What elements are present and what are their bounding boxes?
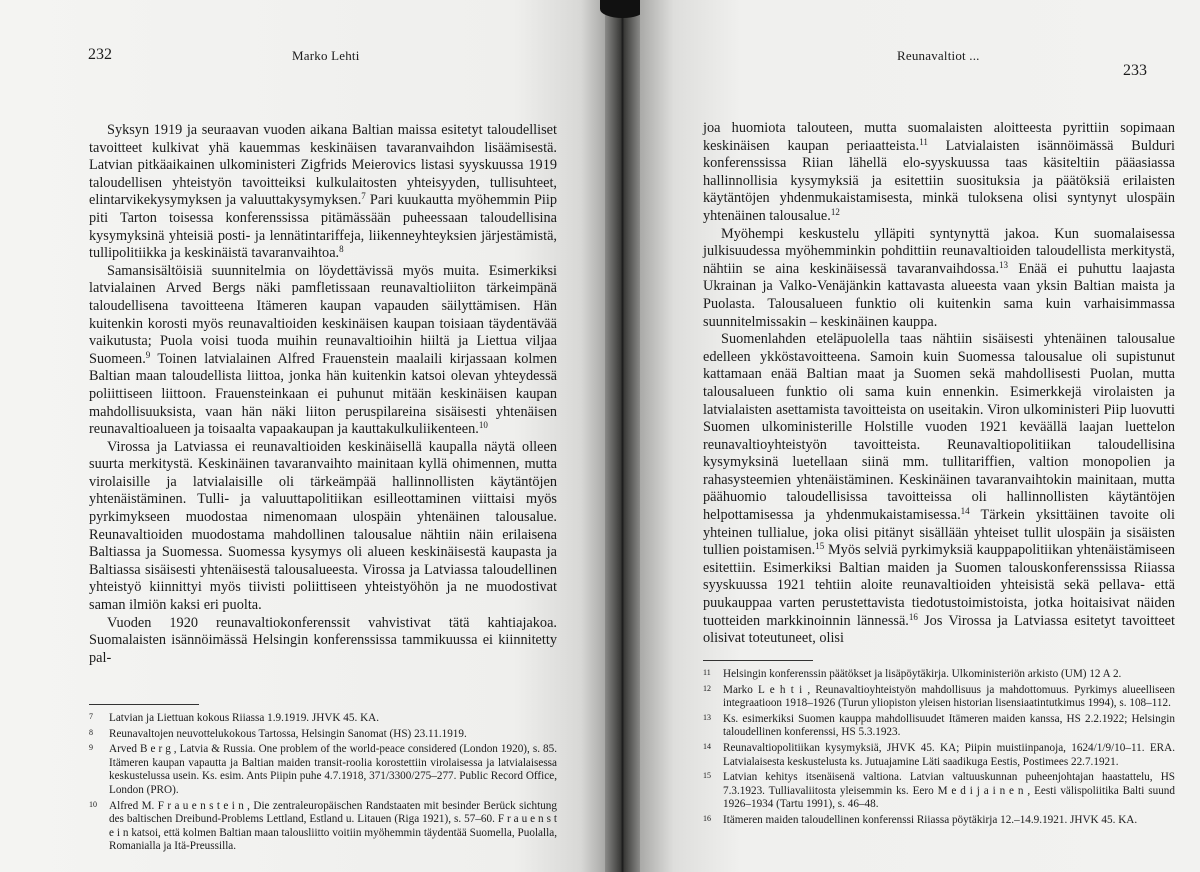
running-head: Reunavaltiot ... (897, 48, 980, 63)
right-page (640, 0, 1200, 872)
footnote: 9 Arved B e r g , Latvia & Russia. One problem of the world-peace considered (London 1920), s. 85. Itämeren kaupan vapautta ja Baltian maiden transit-roolia korostettiin virolaisessa ja latvialaisessa keskustelussa usein. Ks. esim. Ants Piipin puhe 4.7.1918, 371/3300/275–277. Public Record Office, London (PRO). (89, 743, 557, 796)
footnotes (89, 712, 557, 856)
paragraph: Virossa ja Latviassa ei reunavaltioiden keskinäisellä kaupalla näytä olleen suurta merkitystä. Keskinäinen tavaranvaihto mainitaan kyllä ohimennen, mutta virolaisille ja latvialaisille oli tärkeämpää hallinnollisten käytäntöjen yhtenäistäminen. Tulli- ja valuuttapolitiikan esilleottaminen viittaisi myös pyrkimykseen muodostaa nimenomaan ulospäin yhtenäinen talousalue. Reunavaltioiden muodostama mahdollinen talousalue nähtiin näin erilaisena Baltiassa ja Suomessa. Suomessa kysymys oli alueen keskinäisestä kaupasta ja Baltiassa sisäisesti yhtenäisestä talousalueesta. Virossa ja Latviassa taloudellinen yhteistyö kiinnittyi myös tiivisti poliittiseen yhteistyöhön ja ne muodostivat saman ilmiön kaksi eri puolta. (89, 438, 557, 614)
footnote: 8 Reunavaltojen neuvottelukokous Tartossa, Helsingin Sanomat (HS) 23.11.1919. (89, 727, 467, 740)
footnote-ref: 16 (908, 611, 918, 622)
footnote: 14 Reunavaltiopolitiikan kysymyksiä, JHVK 45. KA; Piipin muistiinpanoja, 1624/1/9/10–11. ERA. Latvialaisesta keskustelusta ks. Jutuajamine Läti saadikuga Eestis, Postimees 22.7.1921. (703, 741, 1175, 768)
footnote: 11 Helsingin konferenssin päätökset ja lisäpöytäkirja. Ulkoministeriön arkisto (UM) 12 A 2. (703, 668, 1122, 680)
footnote: 15 Latvian kehitys itsenäisenä valtiona. Latvian valtuuskunnan puheenjohtajan haastattelu, HS 7.3.1923. Tulliavaliitosta yleisemmin ks. Eero M e d i j a i n e n , Eesti välispoliitika Balti suund 1926–1934 (Tartu 1991), s. 46–48. (703, 771, 1175, 811)
body-text (89, 122, 557, 667)
footnote-ref: 10 (478, 420, 488, 431)
paragraph: Syksyn 1919 ja seuraavan vuoden aikana Baltian maissa esitetyt taloudelliset tavoitteet kulkivat yhä kauemmas keskinäisen tavaranvaihdon lisäämisestä. Latvian pitkäaikainen ulkoministeri Zigfrids Meierovics listasi syyskuussa 1919 taloudellisen yhteistyön tavoitteiksi kulkulaitosten yhteisyyden, tullisuhteet, elintarvikekysymyksen ja valuuttakysymyksen.$^7$ Pari kuukautta myöhemmin Piip piti Tarton toisessa konferenssissa pitämässään puheessaan taloudellisina kysymyksinä yhteisiä posti- ja lennätintariffeja, liikenneyhteyksien järjestämistä, tullipolitiikka ja keskinäistä tavaranvaihtoa.$^8$ (89, 122, 557, 262)
footnote-ref: 15 (815, 541, 825, 552)
paragraph: Myöhempi keskustelu ylläpiti syntynyttä jakoa. Kun suomalaisessa julkisuudessa myöhemminkin pohdittiin reunavaltioiden taloudellista merkitystä, nähtiin se aina keskinäisessä tavaranvaihdossa.$^{13}$ Enää ei puhuttu laajasta Ukrainan ja Valko-Venäjänkin kattavasta alueesta vaan yksin Baltian maista ja Puolasta. Talousalueen funktio oli kuitenkin sama kuin varhaisimmassa suunnitelmissakin – keskinäinen kauppa. (703, 225, 1175, 330)
footnote: 13 Ks. esimerkiksi Suomen kauppa mahdollisuudet Itämeren maiden kanssa, HS 2.2.1922; Helsingin taloudellinen konferenssi, HS 5.3.1923. (703, 712, 1175, 739)
footnote-rule (703, 660, 813, 661)
footnotes (703, 668, 1175, 830)
running-head: Marko Lehti (292, 48, 360, 63)
paragraph: joa huomiota talouteen, mutta suomalaisten aloitteesta pyrittiin sopimaan keskinäisen kaupan periaatteista.$^{11}$ Latvialaisten isännöimässä Bulduri konferenssissa Riian lähellä elo-syyskuussa taas käsiteltiin pääasiassa hallinnollisia kysymyksiä ja esitettiin suosituksia ja päätöksiä erilaisten käytäntöjen yhdenmukaistamisesta, minkä tuloksena olisi syntynyt ulospäin yhtenäinen talousalue.$^{12}$ (703, 120, 1175, 224)
paragraph: Suomenlahden eteläpuolella taas nähtiin sisäisesti yhtenäinen talousalue edelleen ykköstavoitteena. Samoin kuin Suomessa talousalue oli supistunut kattamaan enää Baltian maat ja Suomen sekä mahdollisesti Puolan, mutta talousalueen funktio oli sama kuin ennenkin. Esimerkkejä virolaisten ja latvialaisten asettamista tavoitteista on useitakin. Viron ulkoministeri Piip luovutti Suomen ulkoministerille Holstille vuoden 1921 keväällä laajan luettelon reunavaltioyhteistyön tavoitteista. Reunavaltiopolitiikan taloudellisina kysymyksinä luetellaan siinä mm. tullitariffien, valtion monopolien ja rahasysteemien yhtenäistäminen. Keskinäinen tavaranvaihtokin mainitaan, mutta päähuomio taloudellisissa tavoitteissa oli hallinnollisten käytäntöjen helpottamisessa ja yhdenmukaistamisessa.$^{14}$ Tärkein yksittäinen tavoite oli yhteinen tullialue, joka olisi pitänyt sisällään yhteiset tullit ulospäin ja sisäisten tullien poistamisen.$^{15}$ Myös selviä pyrkimyksiä kauppapolitiikan yhtenäistämiseen esitettiin. Esimerkiksi Baltian maiden ja Suomen talouskonferenssissa Riiassa syyskuussa 1921 tehtiin aloite reunavaltioiden yhteisistä sekä pellava- että puukauppaa varten perustettavista tiedotustoimistoista, jotka hoitaisivat näiden tuotteiden markkinoinnin lännessä.$^{16}$ Jos Virossa ja Latviassa esitetyt tavoitteet olisivat toteutuneet, olisi (703, 331, 1175, 647)
book-gutter (605, 0, 640, 872)
footnote-ref: 7 (361, 191, 366, 202)
footnote-ref: 9 (145, 349, 151, 360)
paragraph: Vuoden 1920 reunavaltiokonferenssit vahvistivat tätä kahtiajakoa. Suomalaisten isännöimässä Helsingin konferenssissa tammikuussa ei kiinnitetty pal- (89, 614, 557, 666)
page-number: 232 (88, 46, 112, 63)
spine-shadow (600, 0, 645, 18)
footnote: 10 Alfred M. F r a u e n s t e i n , Die zentraleuropäischen Randstaaten mit besinder Berück sichtung des baltischen Dreibund-Problems Lettland, Estland u. Litauen (Riga 1921), s. 57–60. F r a u e n s t e i n katsoi, että kolmen Baltian maan talousliitto voitiin myöhemmin täydentää Suomella, Puolalla, Romanialla ja Itä-Preussilla. (89, 799, 557, 853)
footnote-ref: 8 (339, 244, 344, 255)
body-text (703, 120, 1175, 648)
footnote-ref: 11 (919, 136, 928, 147)
footnote-ref: 13 (999, 259, 1009, 270)
footnote-rule (89, 704, 199, 705)
page-number: 233 (1123, 62, 1147, 79)
paragraph: Samansisältöisiä suunnitelmia on löydettävissä myös muita. Esimerkiksi latvialainen Arved Bergs näki pamfletissaan reunavaltioliiton tärkeimpänä taloudellisena tavoitteena Itämeren kaupan vapauden säilyttämisen. Hän kuitenkin korosti myös reunavaltioiden keskinäisen kaupan toisiaan täydentävää vaikutusta; Puola voisi tuoda muihin reunavaltioihin hiiltä ja Liettua viljaa Suomeen.$^9$ Toinen latvialainen Alfred Frauenstein maalaili kirjassaan kolmen Baltian maan taloudellista liittoa, jonka hän kuitenkin katsoi olevan yhteydessä poliittiseen liittoon. Frauensteinkaan ei puhunut mitään keskinäisen kaupan mahdollisuuksista, vaan hän näki liiton peruspilareina sisäisesti yhtenäisen reunavaltioalueen ja toisaalta vapaakaupan ja kauttakulkuliikenteen.$^{10}$ (89, 262, 557, 438)
footnote-ref: 12 (830, 206, 840, 217)
footnote: 7 Latvian ja Liettuan kokous Riiassa 1.9.1919. JHVK 45. KA. (89, 712, 380, 724)
footnote: 12 Marko L e h t i , Reunavaltioyhteistyön mahdollisuus ja mahdottomuus. Pyrkimys alueelliseen integraatioon 1918–1926 (Turun yliopiston yleisen historian lisensiaatintutkimus 1994), s. 108–112. (703, 683, 1175, 710)
footnote: 16 Itämeren maiden taloudellinen konferenssi Riiassa pöytäkirja 12.–14.9.1921. JHVK 45. KA. (703, 813, 1138, 826)
footnote-ref: 14 (960, 506, 970, 517)
